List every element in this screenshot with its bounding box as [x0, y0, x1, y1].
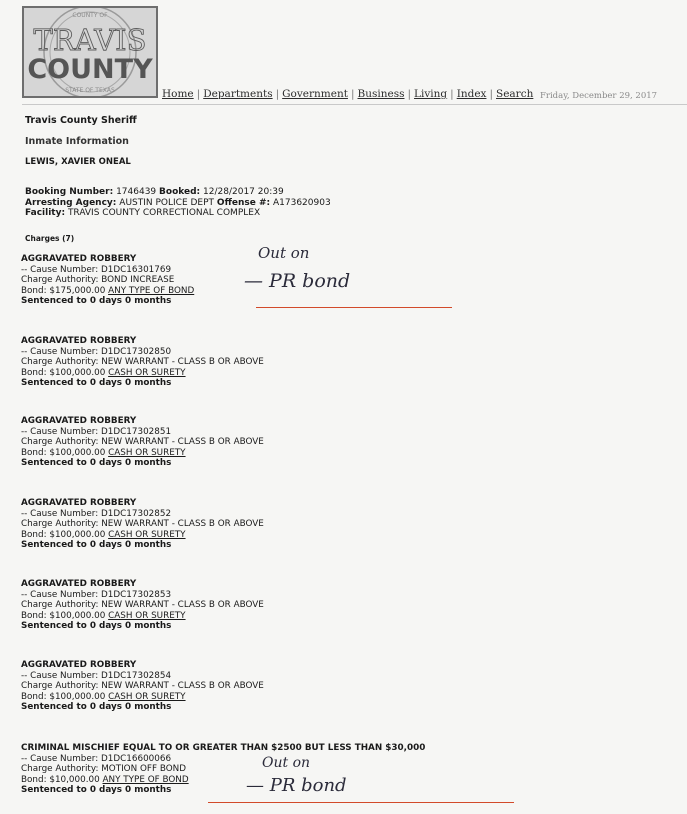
charge-authority: NEW WARRANT - CLASS B OR ABOVE — [101, 357, 264, 368]
handwritten-note-out-on: Out on — [258, 244, 310, 262]
booking-info: Booking Number: 1746439 Booked: 12/28/2017 20:39 Arresting Agency: AUSTIN POLICE DEPT Offense #: A173620903 Facility: TRAVIS COUNTY CORRECTIONAL COMPLEX — [25, 187, 331, 218]
header-divider — [22, 104, 687, 105]
charge-item: AGGRAVATED ROBBERY -- Cause Number: D1DC17302853 Charge Authority: NEW WARRANT - CLASS B OR ABOVE Bond: $100,000.00 CASH OR SURETY Sentenced to 0 days 0 months — [21, 579, 264, 632]
inmate-name: LEWIS, XAVIER ONEAL — [25, 157, 131, 167]
charge-authority: BOND INCREASE — [101, 275, 175, 286]
handwritten-underline — [256, 307, 452, 308]
charge-item: AGGRAVATED ROBBERY -- Cause Number: D1DC17302854 Charge Authority: NEW WARRANT - CLASS B OR ABOVE Bond: $100,000.00 CASH OR SURETY Sentenced to 0 days 0 months — [21, 660, 264, 713]
nav-search[interactable]: Search — [496, 88, 534, 100]
svg-text:COUNTY OF: COUNTY OF — [72, 12, 108, 19]
offense-number: A173620903 — [272, 197, 331, 208]
svg-text:COUNTY: COUNTY — [27, 54, 153, 85]
section-heading: Inmate Information — [25, 136, 129, 147]
charge-title: AGGRAVATED ROBBERY — [21, 579, 137, 589]
nav-living[interactable]: Living — [414, 88, 448, 100]
bond-amount: $100,000.00 — [49, 691, 106, 702]
bond-amount: $100,000.00 — [49, 447, 106, 458]
sentence: Sentenced to 0 days 0 months — [21, 458, 172, 469]
cause-number: D1DC17302854 — [101, 670, 172, 681]
charge-item: CRIMINAL MISCHIEF EQUAL TO OR GREATER THAN $2500 BUT LESS THAN $30,000 -- Cause Number: D1DC16600066 Charge Authority: MOTION OFF BOND Bond: $10,000.00 ANY TYPE OF BOND Sentenced to 0 days 0 months — [21, 743, 426, 796]
handwritten-note-pr-bond: — PR bond — [244, 270, 351, 292]
main-nav: Home | Departments | Government | Business | Living | Index | Search — [162, 88, 534, 100]
cause-number: D1DC17302850 — [101, 346, 172, 357]
cause-number: D1DC17302851 — [101, 426, 172, 437]
charge-title: AGGRAVATED ROBBERY — [21, 498, 137, 508]
sentence: Sentenced to 0 days 0 months — [21, 785, 172, 796]
sentence: Sentenced to 0 days 0 months — [21, 296, 172, 307]
charge-authority: NEW WARRANT - CLASS B OR ABOVE — [101, 437, 264, 448]
bond-type-link[interactable]: CASH OR SURETY — [108, 447, 186, 458]
charge-item: AGGRAVATED ROBBERY -- Cause Number: D1DC17302850 Charge Authority: NEW WARRANT - CLASS B OR ABOVE Bond: $100,000.00 CASH OR SURETY Sentenced to 0 days 0 months — [21, 336, 264, 389]
nav-departments[interactable]: Departments — [203, 88, 273, 100]
cause-number: D1DC17302853 — [101, 589, 172, 600]
sentence: Sentenced to 0 days 0 months — [21, 378, 172, 389]
svg-text:STATE OF TEXAS: STATE OF TEXAS — [65, 87, 115, 94]
bond-amount: $175,000.00 — [49, 285, 106, 296]
charge-item: AGGRAVATED ROBBERY -- Cause Number: D1DC17302851 Charge Authority: NEW WARRANT - CLASS B OR ABOVE Bond: $100,000.00 CASH OR SURETY Sentenced to 0 days 0 months — [21, 416, 264, 469]
bond-type-link[interactable]: CASH OR SURETY — [108, 610, 186, 621]
cause-number: D1DC17302852 — [101, 508, 172, 519]
cause-number: D1DC16301769 — [101, 264, 172, 275]
facility: TRAVIS COUNTY CORRECTIONAL COMPLEX — [67, 208, 261, 218]
bond-type-link[interactable]: ANY TYPE OF BOND — [108, 285, 195, 296]
charge-title: CRIMINAL MISCHIEF EQUAL TO OR GREATER THAN $2500 BUT LESS THAN $30,000 — [21, 743, 426, 753]
charge-item: AGGRAVATED ROBBERY -- Cause Number: D1DC17302852 Charge Authority: NEW WARRANT - CLASS B OR ABOVE Bond: $100,000.00 CASH OR SURETY Sentenced to 0 days 0 months — [21, 498, 264, 551]
booked-date: 12/28/2017 20:39 — [203, 187, 284, 197]
charge-title: AGGRAVATED ROBBERY — [21, 416, 137, 426]
header-date: Friday, December 29, 2017 — [540, 91, 658, 101]
charge-title: AGGRAVATED ROBBERY — [21, 254, 137, 264]
nav-government[interactable]: Government — [282, 88, 348, 100]
bond-amount: $100,000.00 — [49, 367, 106, 378]
sentence: Sentenced to 0 days 0 months — [21, 540, 172, 551]
handwritten-note-out-on: Out on — [262, 755, 311, 771]
charge-authority: NEW WARRANT - CLASS B OR ABOVE — [101, 681, 264, 692]
sentence: Sentenced to 0 days 0 months — [21, 702, 172, 713]
cause-number: D1DC16600066 — [101, 753, 172, 764]
svg-text:TRAVIS: TRAVIS — [33, 23, 147, 57]
agency-heading: Travis County Sheriff — [25, 115, 137, 126]
bond-amount: $100,000.00 — [49, 610, 106, 621]
nav-index[interactable]: Index — [456, 88, 487, 100]
nav-business[interactable]: Business — [357, 88, 405, 100]
travis-county-logo[interactable] — [22, 6, 158, 98]
handwritten-note-pr-bond: — PR bond — [246, 775, 347, 796]
booking-number: 1746439 — [116, 187, 157, 197]
bond-amount: $100,000.00 — [49, 529, 106, 540]
bond-type-link[interactable]: CASH OR SURETY — [108, 367, 186, 378]
charge-title: AGGRAVATED ROBBERY — [21, 660, 137, 670]
charges-heading: Charges (7) — [25, 234, 75, 243]
bond-type-link[interactable]: CASH OR SURETY — [108, 529, 186, 540]
sentence: Sentenced to 0 days 0 months — [21, 621, 172, 632]
charge-authority: NEW WARRANT - CLASS B OR ABOVE — [101, 519, 264, 530]
arresting-agency: AUSTIN POLICE DEPT — [119, 197, 215, 208]
bond-amount: $10,000.00 — [49, 774, 100, 785]
bond-type-link[interactable]: ANY TYPE OF BOND — [102, 774, 189, 785]
nav-home[interactable]: Home — [162, 88, 194, 100]
charge-authority: MOTION OFF BOND — [101, 764, 186, 775]
bond-type-link[interactable]: CASH OR SURETY — [108, 691, 186, 702]
charge-authority: NEW WARRANT - CLASS B OR ABOVE — [101, 600, 264, 611]
charge-item: AGGRAVATED ROBBERY -- Cause Number: D1DC16301769 Charge Authority: BOND INCREASE Bond: $175,000.00 ANY TYPE OF BOND Sentenced to 0 days 0 months — [21, 254, 195, 307]
charge-title: AGGRAVATED ROBBERY — [21, 336, 137, 346]
handwritten-underline — [208, 802, 514, 803]
